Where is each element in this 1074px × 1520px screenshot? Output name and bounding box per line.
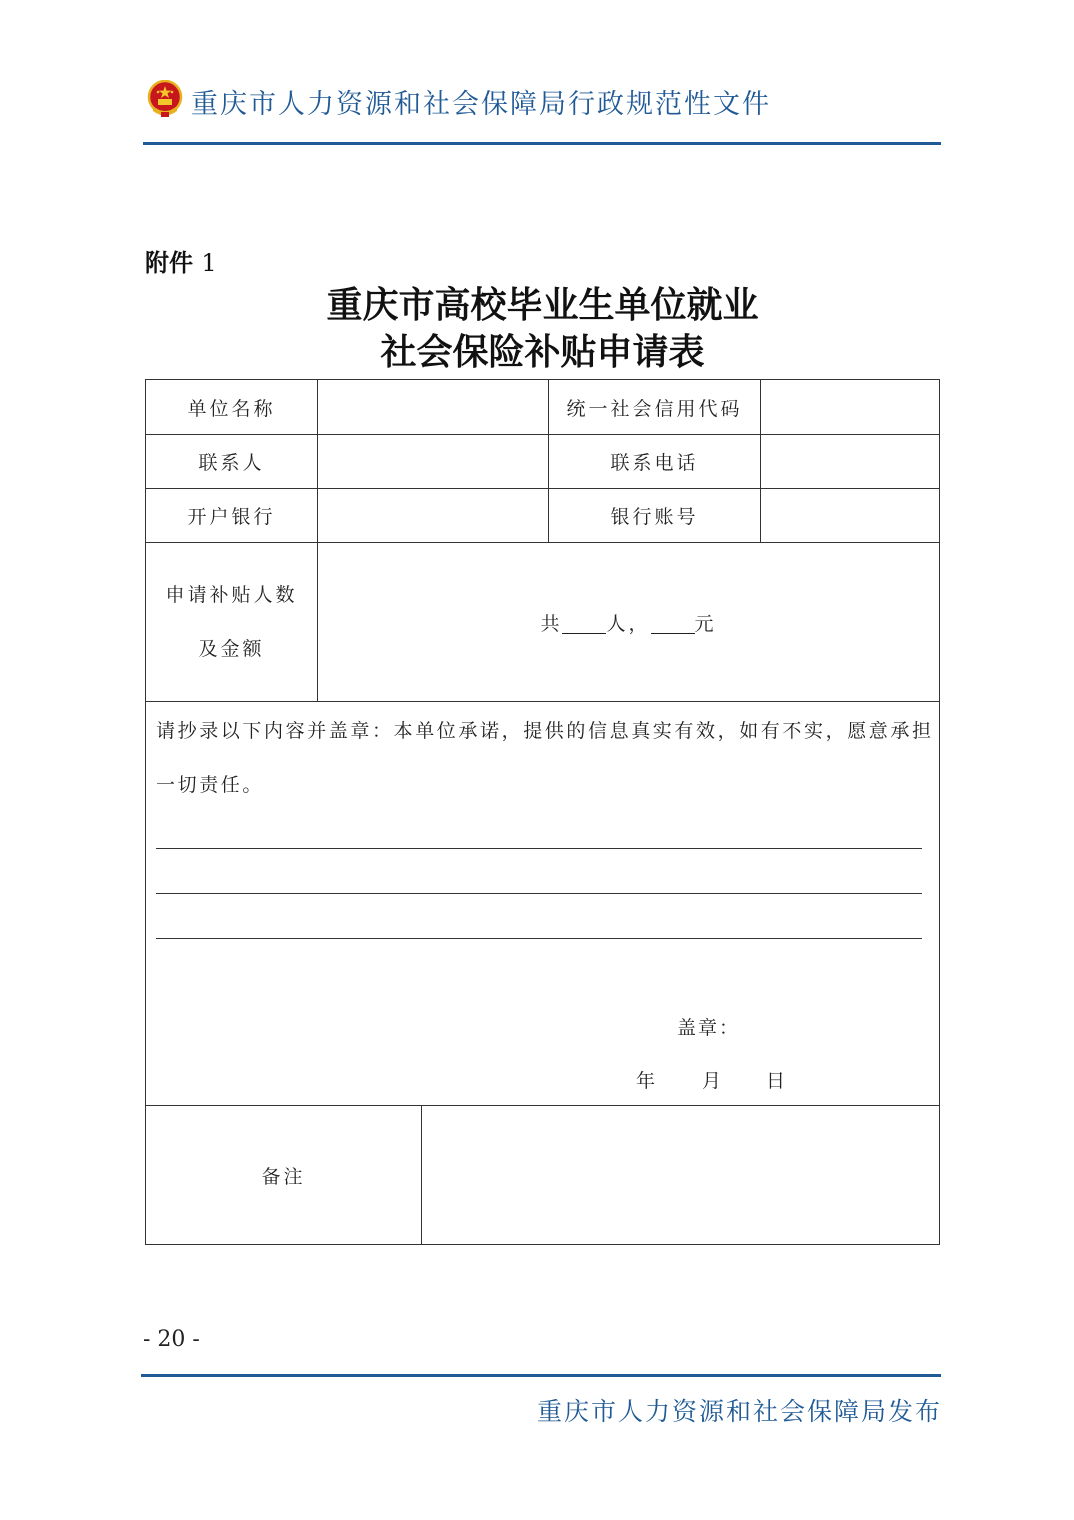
credit-code-label: 统一社会信用代码 — [566, 397, 743, 420]
day-label: 日 — [766, 1070, 788, 1092]
subsidy-label-line-2: 及金额 — [198, 638, 265, 660]
amount-blank[interactable] — [651, 611, 695, 634]
bank-label: 开户银行 — [187, 506, 276, 528]
remarks-field[interactable] — [422, 1106, 939, 1245]
application-form — [145, 379, 940, 1245]
unit-name-label: 单位名称 — [187, 397, 276, 420]
form-title — [145, 282, 940, 376]
copy-line[interactable] — [156, 893, 922, 894]
national-emblem-icon — [147, 80, 183, 118]
page-header — [143, 78, 943, 148]
unit-name-field[interactable] — [318, 380, 548, 434]
row-divider — [146, 701, 939, 702]
subsidy-label-line-1: 申请补贴人数 — [165, 584, 298, 606]
bank-field[interactable] — [318, 489, 548, 542]
month-label: 月 — [702, 1070, 724, 1092]
attachment-prefix: 附件 — [145, 249, 193, 277]
people-count-blank[interactable] — [562, 611, 606, 634]
phone-field[interactable] — [761, 435, 939, 488]
page-number: - 20 - — [143, 1327, 200, 1352]
subsidy-label — [146, 543, 317, 701]
attachment-label — [145, 243, 217, 278]
subsidy-total-prefix: 共 — [540, 612, 563, 635]
contact-label: 联系人 — [198, 452, 265, 474]
form-title-line-2: 社会保险补贴申请表 — [380, 331, 705, 373]
header-divider — [143, 142, 941, 145]
contact-field[interactable] — [318, 435, 548, 488]
copy-line[interactable] — [156, 938, 922, 939]
copy-line[interactable] — [156, 848, 922, 849]
year-label: 年 — [636, 1070, 658, 1092]
phone-label: 联系电话 — [610, 452, 699, 474]
form-title-line-1: 重庆市高校毕业生单位就业 — [326, 284, 759, 326]
pledge-text: 请抄录以下内容并盖章：本单位承诺，提供的信息真实有效，如有不实，愿意承担一切责任。 — [156, 720, 934, 796]
footer-divider — [141, 1374, 941, 1377]
seal-label: 盖章： — [677, 1017, 741, 1039]
attachment-number: 1 — [201, 249, 217, 277]
credit-code-field[interactable] — [761, 380, 939, 434]
header-title: 重庆市人力资源和社会保障局行政规范性文件 — [191, 89, 771, 120]
people-unit: 人， — [606, 612, 651, 635]
account-field[interactable] — [761, 489, 939, 542]
money-unit: 元 — [694, 612, 717, 635]
footer-publisher: 重庆市人力资源和社会保障局发布 — [537, 1397, 943, 1426]
subsidy-amount-cell — [318, 543, 939, 701]
remarks-label: 备注 — [261, 1166, 306, 1188]
account-label: 银行账号 — [610, 506, 699, 528]
